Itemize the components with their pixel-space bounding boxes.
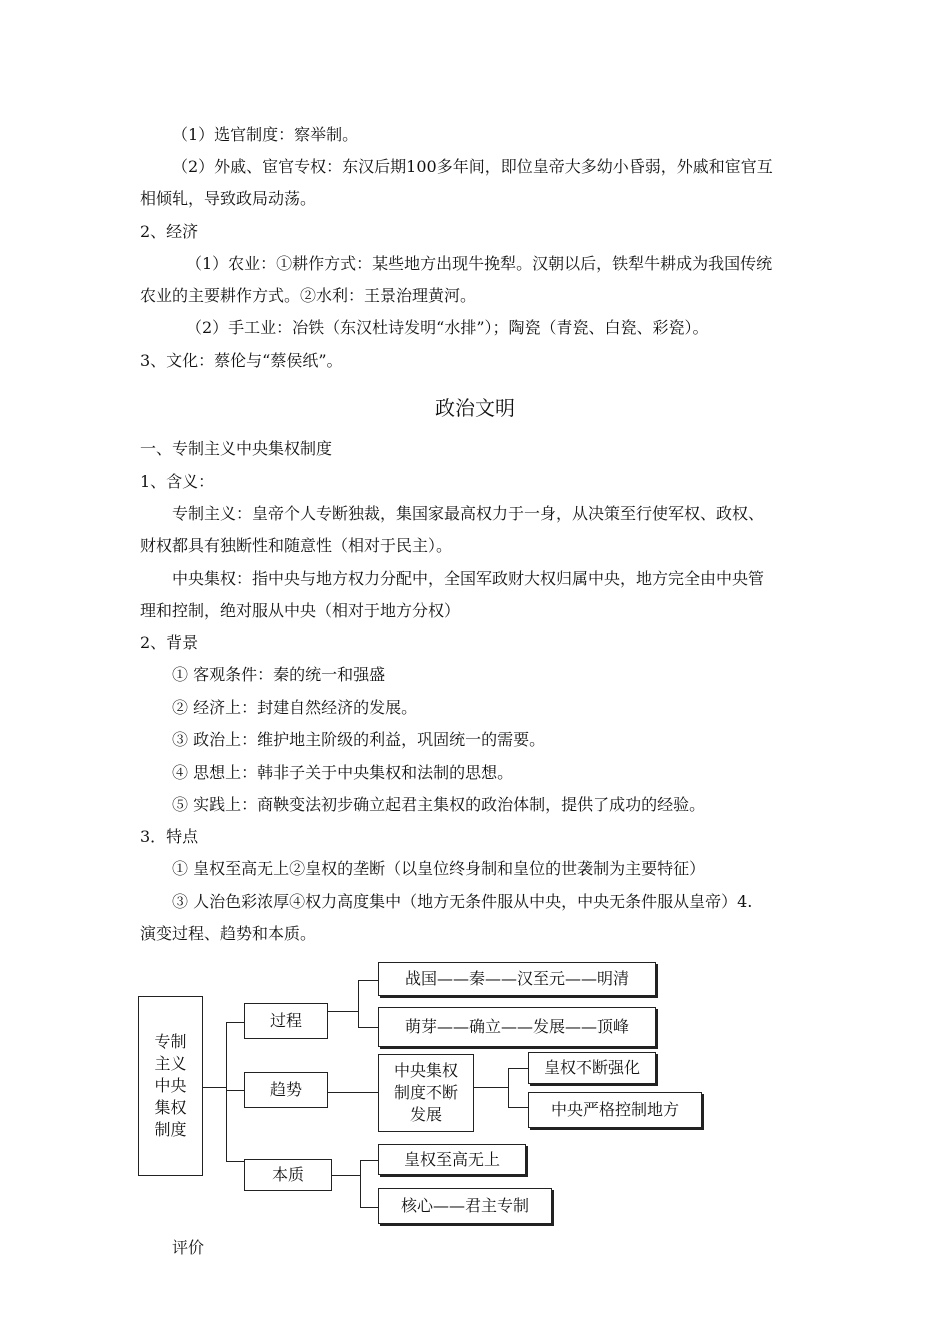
connector <box>360 1160 361 1207</box>
trend-local-box: 中央严格控制地方 <box>528 1092 702 1128</box>
feature-line2: ③ 人治色彩浓厚④权力高度集中（地方无条件服从中央，中央无条件服从皇帝）4. <box>172 892 753 911</box>
connector <box>328 1011 358 1012</box>
connector <box>226 1090 244 1091</box>
feature-line3: 演变过程、趋势和本质。 <box>140 924 317 943</box>
connector <box>508 1107 528 1108</box>
background-item: ④ 思想上：韩非子关于中央集权和法制的思想。 <box>172 763 514 782</box>
feature-line1: ① 皇权至高无上②皇权的垄断（以皇位终身制和皇位的世袭制为主要特征） <box>172 859 706 878</box>
para-selection-system: （1）选官制度：察举制。 <box>172 125 359 144</box>
para-agriculture-line2: 农业的主要耕作方式。②水利：王景治理黄河。 <box>140 286 477 305</box>
def-centralization-line2: 理和控制，绝对服从中央（相对于地方分权） <box>140 601 461 620</box>
heading-background: 2、背景 <box>140 633 199 652</box>
connector <box>226 1022 244 1023</box>
connector <box>226 1022 227 1162</box>
essence-core-box: 核心——君主专制 <box>378 1188 552 1224</box>
para-agriculture-line1: （1）农业：①耕作方式：某些地方出现牛挽犁。汉朝以后，铁犁牛耕成为我国传统 <box>186 254 773 273</box>
trend-emperor-box: 皇权不断强化 <box>528 1052 656 1084</box>
background-item: ② 经济上：封建自然经济的发展。 <box>172 698 418 717</box>
root-text-line: 专制 <box>154 1032 187 1051</box>
connector <box>360 1207 378 1208</box>
trend-center-box <box>378 1054 474 1132</box>
connector <box>226 1161 244 1162</box>
def-autocracy-line1: 专制主义：皇帝个人专断独裁，集国家最高权力于一身，从决策至行使军权、政权、 <box>172 504 765 523</box>
trend-center-line: 中央集权 <box>393 1061 458 1080</box>
heading-features: 3．特点 <box>140 827 199 846</box>
connector <box>358 1027 378 1028</box>
node-process: 过程 <box>244 1003 328 1039</box>
heading-meaning: 1、含义： <box>140 472 215 491</box>
def-centralization-line1: 中央集权：指中央与地方权力分配中，全国军政财大权归属中央，地方完全由中央管 <box>172 569 765 588</box>
essence-supreme-box: 皇权至高无上 <box>378 1144 526 1175</box>
connector <box>358 980 378 981</box>
evaluation-label: 评价 <box>172 1238 205 1257</box>
connector <box>508 1068 528 1069</box>
root-text-line: 集权 <box>154 1098 187 1117</box>
para-eunuch-line1: （2）外戚、宦官专权：东汉后期100多年间，即位皇帝大多幼小昏弱，外戚和宦官互 <box>172 157 773 176</box>
background-item: ① 客观条件：秦的统一和强盛 <box>172 665 386 684</box>
connector <box>360 1160 378 1161</box>
trend-center-line: 制度不断 <box>393 1083 458 1102</box>
process-phases-box: 萌芽——确立——发展——顶峰 <box>378 1007 656 1047</box>
background-item: ⑤ 实践上：商鞅变法初步确立起君主集权的政治体制，提供了成功的经验。 <box>172 795 706 814</box>
def-autocracy-line2: 财权都具有独断性和随意性（相对于民主）。 <box>140 536 453 555</box>
root-text-line: 主义 <box>154 1054 187 1073</box>
connector <box>203 1087 227 1088</box>
connector <box>328 1092 378 1093</box>
section-economy: 2、经济 <box>140 222 199 241</box>
connector <box>508 1068 509 1108</box>
background-item: ③ 政治上：维护地主阶级的利益，巩固统一的需要。 <box>172 730 546 749</box>
connector <box>474 1087 508 1088</box>
process-stages-box: 战国——秦——汉至元——明清 <box>378 962 656 996</box>
page-title: 政治文明 <box>435 396 515 420</box>
para-eunuch-line2: 相倾轧，导致政局动荡。 <box>140 189 317 208</box>
root-text-line: 制度 <box>154 1120 187 1139</box>
heading-autocracy: 一、专制主义中央集权制度 <box>140 439 333 458</box>
node-trend: 趋势 <box>244 1072 328 1108</box>
trend-center-line: 发展 <box>409 1105 442 1124</box>
diagram-root-box <box>138 996 203 1176</box>
connector <box>332 1175 360 1176</box>
section-culture: 3、文化：蔡伦与“蔡侯纸”。 <box>140 351 343 370</box>
connector <box>358 980 359 1028</box>
root-text-line: 中央 <box>154 1076 187 1095</box>
para-handicraft: （2）手工业：冶铁（东汉杜诗发明“水排”）；陶瓷（青瓷、白瓷、彩瓷）。 <box>186 318 709 337</box>
node-essence: 本质 <box>244 1159 332 1191</box>
